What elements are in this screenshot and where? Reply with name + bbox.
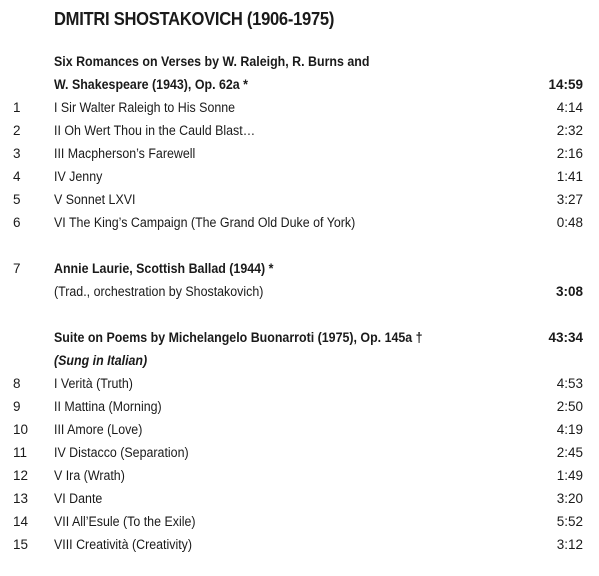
track-row: [0, 466, 599, 486]
track-row: [0, 374, 599, 394]
track-row: [0, 443, 599, 463]
work-note-line: [0, 351, 599, 371]
track-number: 10: [13, 422, 29, 437]
work-title-line: [0, 75, 599, 95]
track-duration: 5:52: [556, 514, 583, 529]
track-duration: 3:12: [556, 537, 583, 552]
track-duration: 4:19: [556, 422, 583, 437]
track-number: 6: [13, 215, 21, 230]
track-number: 15: [13, 537, 29, 552]
track-number: 11: [13, 445, 28, 460]
track-duration: 1:41: [556, 169, 583, 184]
track-row: [0, 489, 599, 509]
work-total-duration: 43:34: [548, 330, 583, 345]
track-title: I Verità (Truth): [54, 376, 133, 391]
track-title: II Mattina (Morning): [54, 399, 162, 414]
track-duration: 2:45: [556, 445, 583, 460]
track-title: V Sonnet LXVI: [54, 192, 136, 207]
composer-heading: DMITRI SHOSTAKOVICH (1906-1975): [54, 9, 335, 29]
track-number: 8: [13, 376, 21, 391]
work-title-line: [0, 52, 599, 72]
track-duration: 2:32: [556, 123, 583, 138]
track-number: 5: [13, 192, 21, 207]
track-title: I Sir Walter Raleigh to His Sonne: [54, 100, 236, 115]
work-title: Six Romances on Verses by W. Raleigh, R. Burns and: [54, 54, 370, 69]
track-row: [0, 121, 599, 141]
work-total-duration: 3:08: [555, 284, 583, 299]
work-subtitle: (Trad., orchestration by Shostakovich): [54, 284, 264, 299]
track-number: 12: [13, 468, 29, 483]
track-title: V Ira (Wrath): [54, 468, 125, 483]
track-row: [0, 420, 599, 440]
track-duration: 4:14: [556, 100, 583, 115]
track-number: 1: [13, 100, 21, 115]
track-number: 13: [13, 491, 29, 506]
track-title: VI The King’s Campaign (The Grand Old Duke of York): [54, 215, 356, 230]
track-row: [0, 259, 599, 279]
track-number: 4: [13, 169, 21, 184]
track-title: IV Distacco (Separation): [54, 445, 189, 460]
track-title: VII All’Esule (To the Exile): [54, 514, 196, 529]
track-row: [0, 213, 599, 233]
work-note: (Sung in Italian): [54, 353, 148, 368]
track-title: VI Dante: [54, 491, 103, 506]
work-subtitle-line: [0, 282, 599, 302]
track-row: [0, 535, 599, 555]
work-total-duration: 14:59: [548, 77, 583, 92]
track-number: 14: [13, 514, 29, 529]
track-title: VIII Creatività (Creativity): [54, 537, 193, 552]
track-number: 2: [13, 123, 21, 138]
track-row: [0, 397, 599, 417]
track-duration: 4:53: [556, 376, 583, 391]
track-duration: 2:16: [556, 146, 583, 161]
track-number: 9: [13, 399, 21, 414]
track-duration: 0:48: [556, 215, 583, 230]
track-row: [0, 512, 599, 532]
track-row: [0, 190, 599, 210]
work-title-line: [0, 328, 599, 348]
track-title: IV Jenny: [54, 169, 103, 184]
track-title: III Macpherson’s Farewell: [54, 146, 196, 161]
track-row: [0, 167, 599, 187]
track-number: 7: [13, 261, 21, 276]
work-title: Suite on Poems by Michelangelo Buonarroti (1975), Op. 145a †: [54, 330, 423, 345]
track-duration: 2:50: [556, 399, 583, 414]
track-duration: 3:20: [556, 491, 583, 506]
track-duration: 1:49: [556, 468, 583, 483]
track-title: II Oh Wert Thou in the Cauld Blast…: [54, 123, 256, 138]
work-title: W. Shakespeare (1943), Op. 62a *: [54, 77, 248, 92]
track-duration: 3:27: [556, 192, 583, 207]
track-title: III Amore (Love): [54, 422, 143, 437]
track-row: [0, 98, 599, 118]
work-title: Annie Laurie, Scottish Ballad (1944) *: [54, 261, 274, 276]
track-row: [0, 144, 599, 164]
track-number: 3: [13, 146, 21, 161]
